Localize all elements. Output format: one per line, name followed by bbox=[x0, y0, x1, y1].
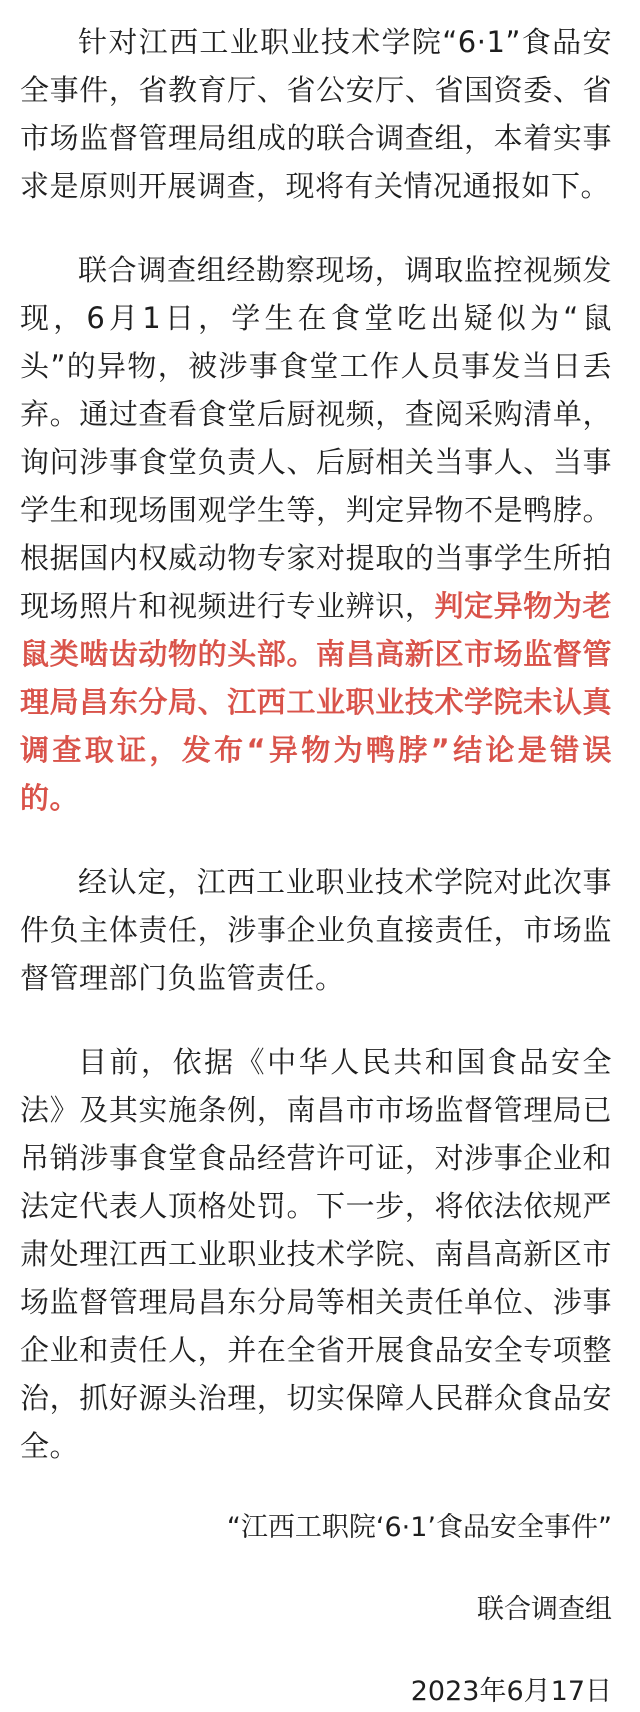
paragraph-responsibility bbox=[20, 858, 612, 1002]
paragraph-actions-text: 目前，依据《中华人民共和国食品安全法》及其实施条例，南昌市市场监督管理局已吊销涉事食堂食品经营许可证，对涉事企业和法定代表人顶格处罚。下一步，将依法依规严肃处理江西工业职业技术学院、南昌高新区市场监督管理局昌东分局等相关责任单位、涉事企业和责任人，并在全省开展食品安全专项整治，抓好源头治理，切实保障人民群众食品安全。 bbox=[20, 1045, 612, 1463]
paragraph-intro-text: 针对江西工业职业技术学院“6·1”食品安全事件，省教育厅、省公安厅、省国资委、省市场监督管理局组成的联合调查组，本着实事求是原则开展调查，现将有关情况通报如下。 bbox=[20, 25, 612, 203]
paragraph-actions bbox=[20, 1038, 612, 1470]
signature-group: 联合调查组 bbox=[477, 1594, 612, 1625]
paragraph-findings bbox=[20, 246, 612, 822]
paragraph-responsibility-text: 经认定，江西工业职业技术学院对此次事件负主体责任，涉事企业负直接责任，市场监督管理部门负监管责任。 bbox=[20, 865, 612, 995]
signature-event-name: “江西工职院‘6·1’食品安全事件” bbox=[226, 1512, 612, 1543]
paragraph-findings-text: 联合调查组经勘察现场，调取监控视频发现，6月1日，学生在食堂吃出疑似为“鼠头”的异物，被涉事食堂工作人员事发当日丢弃。通过查看食堂后厨视频，查阅采购清单，询问涉事食堂负责人、后厨相关当事人、当事学生和现场围观学生等，判定异物不是鸭脖。根据国内权威动物专家对提取的当事学生所拍现场照片和视频进行专业辨识， bbox=[20, 253, 612, 623]
signature-date: 2023年6月17日 bbox=[410, 1676, 612, 1707]
paragraph-intro bbox=[20, 18, 612, 210]
paragraph-findings-highlight: 判定异物为老鼠类啮齿动物的头部。南昌高新区市场监督管理局昌东分局、江西工业职业技术学院未认真调查取证，发布“异物为鸭脖”结论是错误的。 bbox=[20, 589, 612, 815]
